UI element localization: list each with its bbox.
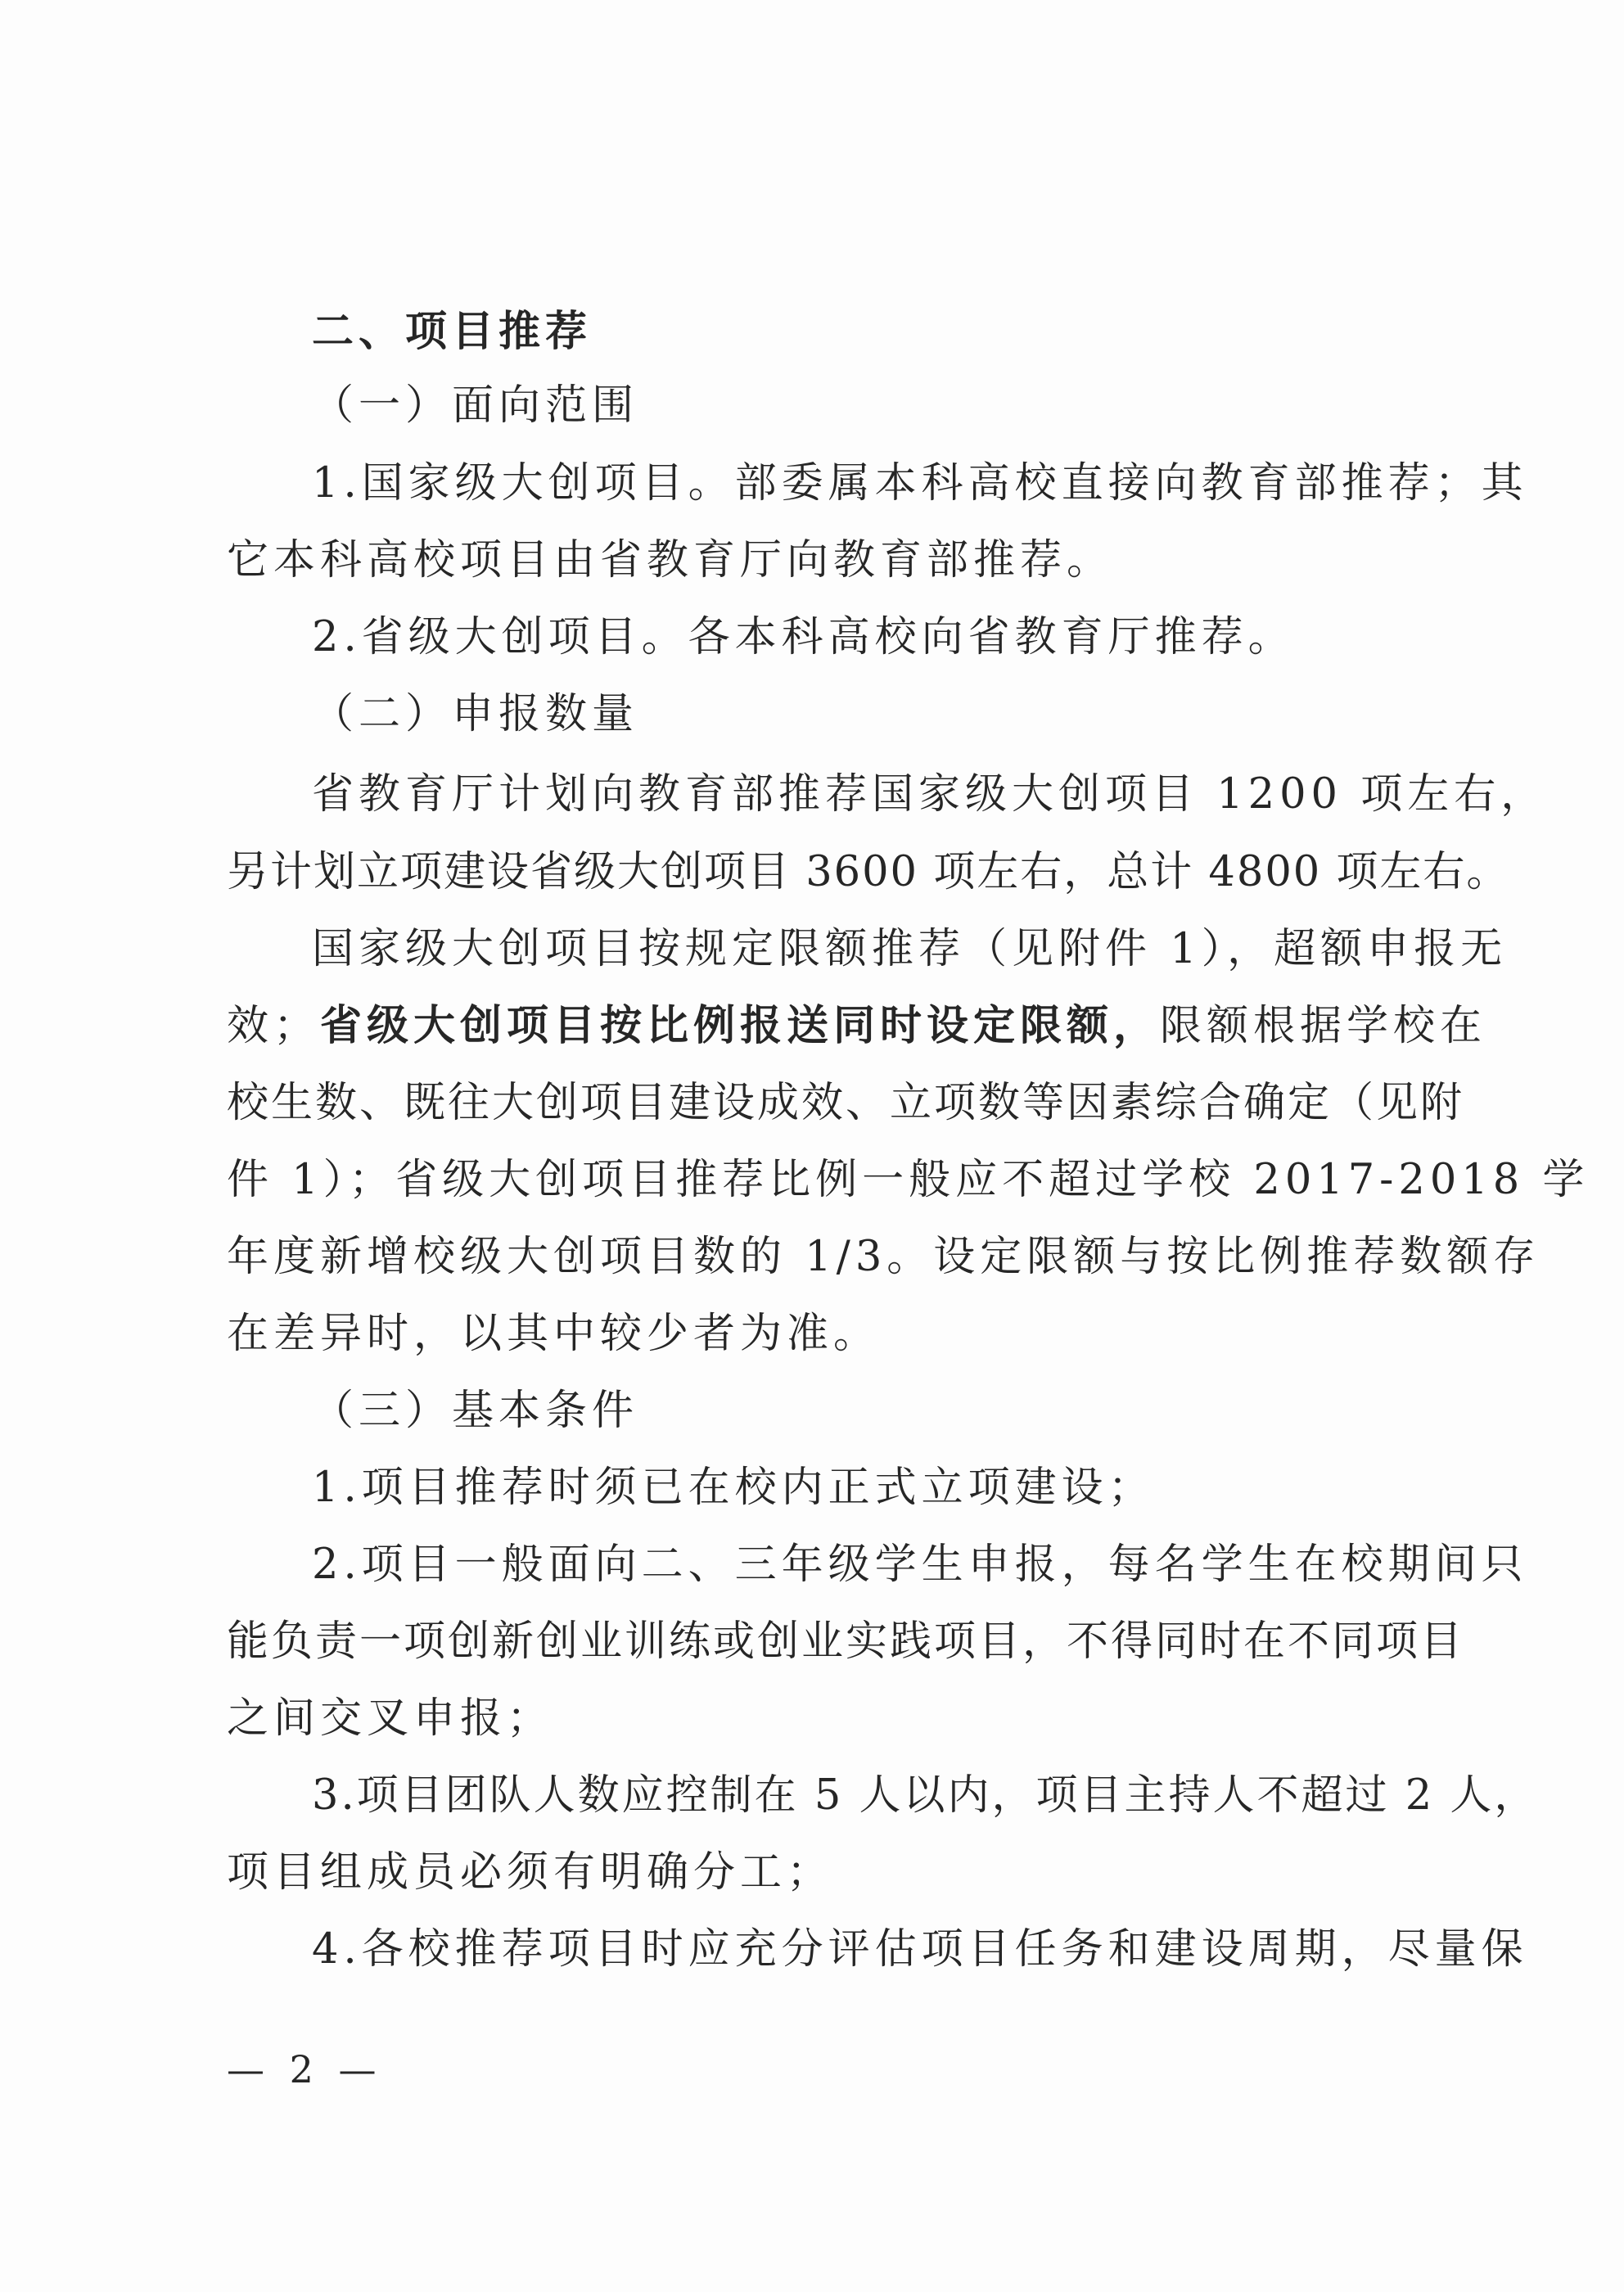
paragraph-line: 4.各校推荐项目时应充分评估项目任务和建设周期，尽量保: [312, 1925, 1528, 1974]
paragraph-line: 1.项目推荐时须已在校内正式立项建设；: [312, 1464, 1155, 1512]
text-segment: 效；: [227, 1002, 321, 1050]
subsection-heading-quantity: （二）申报数量: [312, 690, 639, 738]
paragraph-line: 之间交叉申报；: [227, 1694, 554, 1743]
paragraph-line: 1.国家级大创项目。部委属本科高校直接向教育部推荐；其: [312, 459, 1528, 508]
bold-text-segment: 省级大创项目按比例报送同时设定限额，: [320, 1002, 1161, 1050]
paragraph-line: 国家级大创项目按规定限额推荐（见附件 1），超额申报无: [312, 925, 1508, 973]
paragraph-line: 项目组成员必须有明确分工；: [227, 1848, 834, 1897]
paragraph-line: 另计划立项建设省级大创项目 3600 项左右，总计 4800 项左右。: [227, 848, 1510, 896]
paragraph-line: 2.项目一般面向二、三年级学生申报，每名学生在校期间只: [312, 1541, 1528, 1589]
section-heading: 二、项目推荐: [312, 308, 593, 356]
paragraph-line: 在差异时，以其中较少者为准。: [227, 1310, 881, 1358]
paragraph-line: 件 1）；省级大创项目推荐比例一般应不超过学校 2017-2018 学: [227, 1156, 1590, 1204]
paragraph-line: 2.省级大创项目。各本科高校向省教育厅推荐。: [312, 613, 1295, 661]
paragraph-line: 3.项目团队人数应控制在 5 人以内，项目主持人不超过 2 人，: [312, 1771, 1539, 1820]
paragraph-line: 年度新增校级大创项目数的 1/3。设定限额与按比例推荐数额存: [227, 1233, 1541, 1281]
subsection-heading-scope: （一）面向范围: [312, 381, 639, 430]
text-segment: 限额根据学校在: [1160, 1002, 1487, 1050]
paragraph-line: 省教育厅计划向教育部推荐国家级大创项目 1200 项左右，: [312, 770, 1548, 819]
paragraph-line: 能负责一项创新创业训练或创业实践项目，不得同时在不同项目: [227, 1617, 1465, 1666]
paragraph-line: 校生数、既往大创项目建设成效、立项数等因素综合确定（见附: [227, 1079, 1465, 1127]
page-number: — 2 —: [227, 2047, 383, 2091]
paragraph-line: 它本科高校项目由省教育厅向教育部推荐。: [227, 536, 1114, 584]
paragraph-line-mixed: [227, 1002, 1487, 1051]
subsection-heading-conditions: （三）基本条件: [312, 1387, 639, 1435]
